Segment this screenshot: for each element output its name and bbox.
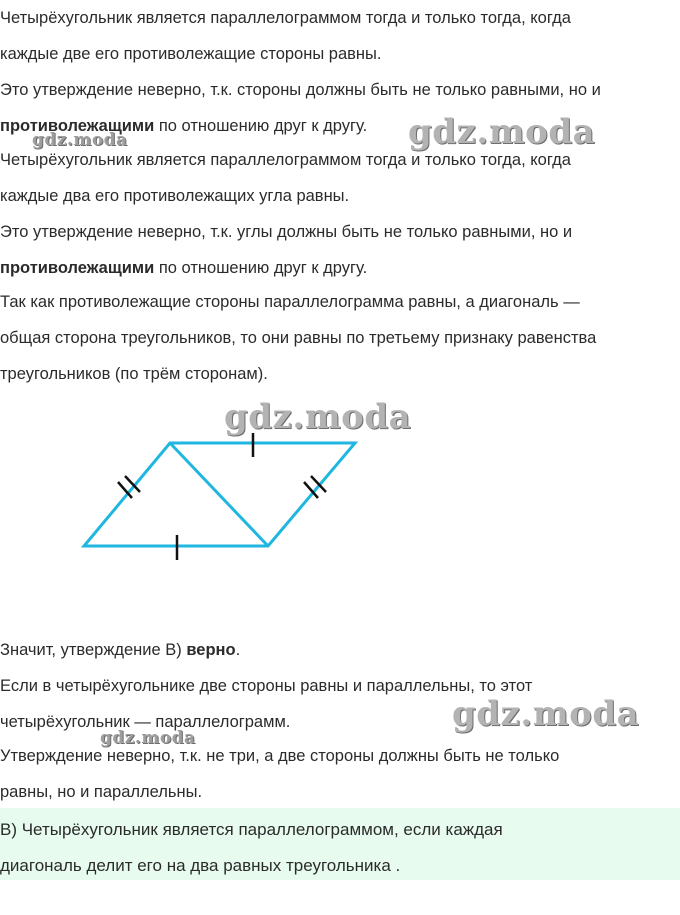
text-line: треугольников (по трём сторонам). (0, 365, 268, 383)
text-line: Это утверждение неверно, т.к. стороны должны быть не только равными, но и (0, 81, 601, 99)
text-line: каждые две его противолежащие стороны равны. (0, 45, 382, 63)
answer-highlight-box (0, 808, 680, 880)
answer-line: диагональ делит его на два равных треугольника . (0, 856, 401, 875)
text-fragment: по отношению друг к другу. (154, 259, 368, 277)
text-line (0, 258, 367, 278)
text-line: Если в четырёхугольнике две стороны равны и параллельны, то этот (0, 677, 533, 695)
text-line: каждые два его противолежащих угла равны. (0, 187, 350, 205)
text-fragment: Значит, утверждение В) (0, 641, 187, 659)
text-line: Это утверждение неверно, т.к. углы должны быть не только равными, но и (0, 223, 573, 241)
text-line: равны, но и параллельны. (0, 783, 203, 801)
bold-term: противолежащими (0, 259, 155, 277)
text-line: Так как противолежащие стороны параллелограмма равны, а диагональ — (0, 293, 580, 311)
bold-term: противолежащими (0, 117, 155, 135)
bold-term: верно (186, 641, 236, 659)
text-fragment: по отношению друг к другу. (154, 117, 368, 135)
watermark: gdz.moda (408, 112, 596, 152)
text-line (0, 640, 240, 660)
text-line: Четырёхугольник является параллелограммом тогда и только тогда, когда (0, 9, 571, 27)
text-line: Четырёхугольник является параллелограммом тогда и только тогда, когда (0, 151, 571, 169)
diagonal-line (170, 443, 268, 546)
watermark: gdz.moda (224, 397, 412, 437)
text-fragment: . (235, 641, 241, 659)
text-line: Утверждение неверно, т.к. не три, а две стороны должны быть не только (0, 747, 560, 765)
answer-line: В) Четырёхугольник является параллелограммом, если каждая (0, 820, 503, 839)
watermark: gdz.moda (32, 130, 128, 150)
watermark: gdz.moda (100, 728, 196, 748)
watermark: gdz.moda (452, 694, 640, 734)
text-line: общая сторона треугольников, то они равны по третьему признаку равенства (0, 329, 597, 347)
text-line: четырёхугольник — параллелограмм. (0, 713, 291, 731)
